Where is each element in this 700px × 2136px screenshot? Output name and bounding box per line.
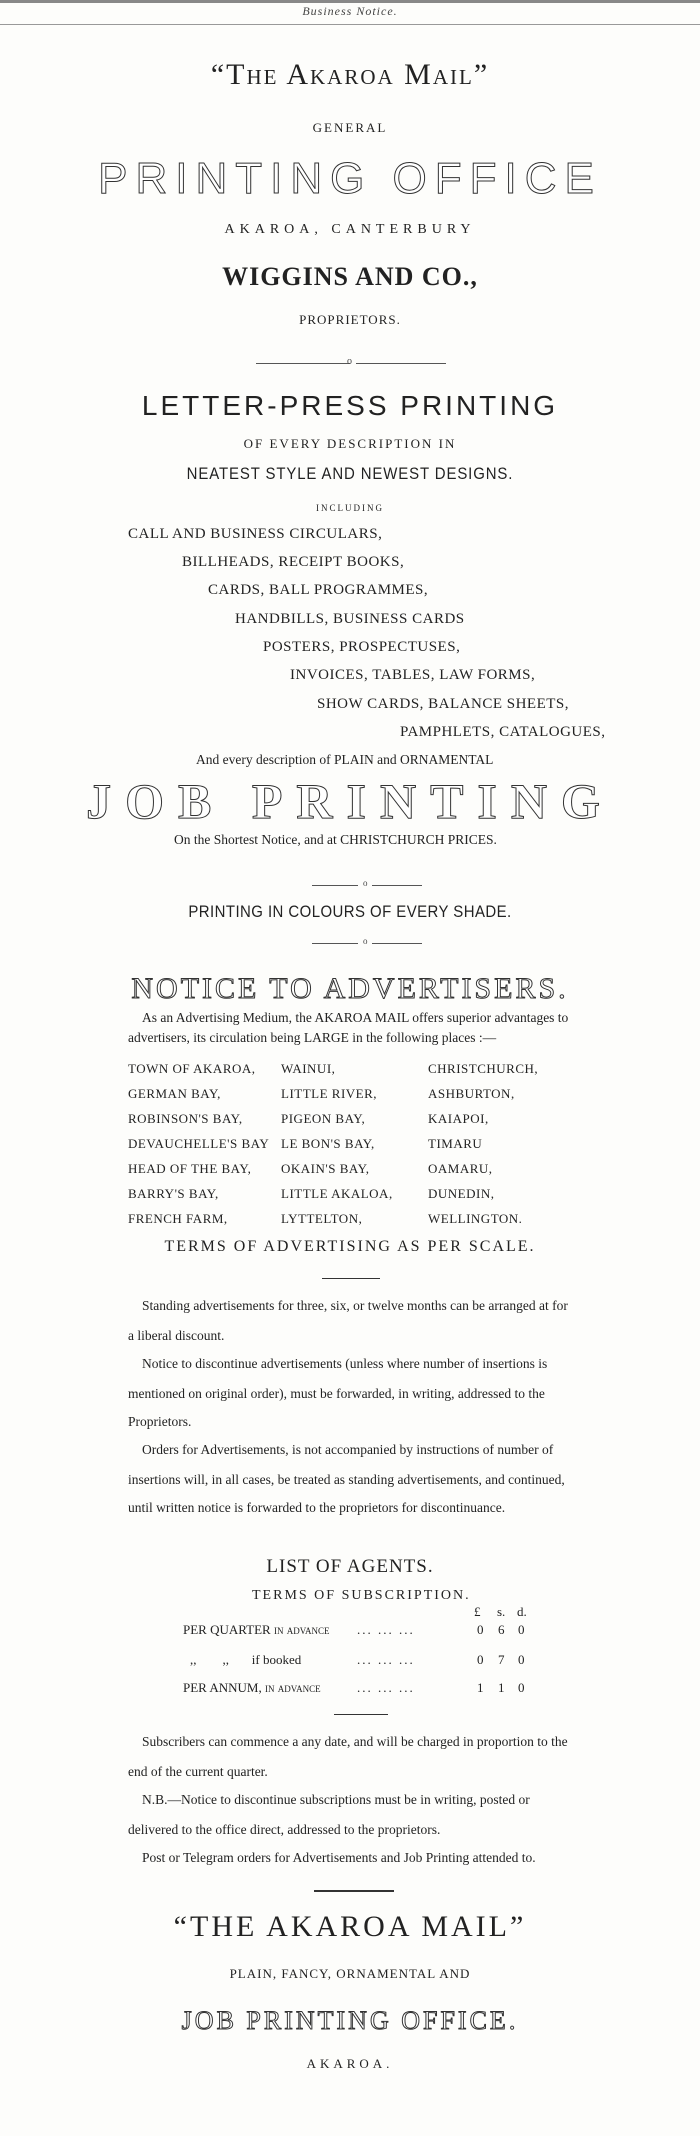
places-column-1 bbox=[128, 1056, 269, 1231]
list-item: CALL AND BUSINESS CIRCULARS, bbox=[128, 526, 383, 542]
price-shillings: 6 bbox=[498, 1622, 505, 1637]
printing-office-heading: PRINTING OFFICE bbox=[98, 154, 602, 203]
footer-akaroa: AKAROA. bbox=[306, 2056, 394, 2071]
currency-shillings: s. bbox=[497, 1604, 506, 1619]
paper-name-title: “The Akaroa Mail” bbox=[210, 58, 490, 91]
footer-paper-name: “THE AKAROA MAIL” bbox=[173, 1910, 527, 1943]
place-name: KAIAPOI, bbox=[428, 1111, 489, 1126]
price-pence: 0 bbox=[518, 1652, 525, 1667]
post-telegram-line: Post or Telegram orders for Advertisements and Job Printing attended to. bbox=[142, 1850, 536, 1865]
general-label: GENERAL bbox=[312, 120, 388, 135]
neatest-style-line: NEATEST STYLE AND NEWEST DESIGNS. bbox=[186, 464, 514, 483]
agents-heading: LIST OF AGENTS. bbox=[266, 1556, 434, 1577]
list-item: CARDS, BALL PROGRAMMES, bbox=[208, 582, 429, 598]
top-thin-rule bbox=[0, 24, 700, 25]
discontinue-line: Notice to discontinue advertisements (unless where number of insertions is bbox=[142, 1356, 548, 1371]
price-pence: 0 bbox=[518, 1622, 525, 1637]
places-column-3 bbox=[428, 1056, 538, 1231]
place-name: OKAIN'S BAY, bbox=[281, 1161, 370, 1176]
colours-line: PRINTING IN COLOURS OF EVERY SHADE. bbox=[188, 902, 512, 921]
divider-ornament: o bbox=[363, 878, 368, 888]
price-pence: 0 bbox=[518, 1680, 525, 1695]
advertisers-heading: NOTICE TO ADVERTISERS. bbox=[131, 972, 569, 1005]
list-item: BILLHEADS, RECEIPT BOOKS, bbox=[182, 554, 405, 570]
subscription-row-label: ,, ,, if booked bbox=[190, 1652, 302, 1667]
price-shillings: 1 bbox=[498, 1680, 505, 1695]
leader-dots: ... ... ... bbox=[357, 1652, 415, 1667]
place-name: BARRY'S BAY, bbox=[128, 1186, 219, 1201]
nb-line: N.B.—Notice to discontinue subscriptions must be in writing, posted or bbox=[142, 1792, 530, 1807]
letterpress-heading: LETTER-PRESS PRINTING bbox=[141, 390, 559, 421]
ornamental-divider bbox=[312, 885, 358, 886]
standing-ads-line: a liberal discount. bbox=[128, 1328, 225, 1343]
divider-ornament: o bbox=[347, 356, 352, 367]
ornamental-divider bbox=[356, 363, 446, 364]
list-item: INVOICES, TABLES, LAW FORMS, bbox=[290, 667, 536, 683]
terms-of-advertising: TERMS OF ADVERTISING AS PER SCALE. bbox=[164, 1238, 536, 1255]
places-column-2 bbox=[281, 1056, 393, 1231]
place-name: HEAD OF THE BAY, bbox=[128, 1161, 252, 1176]
place-name: WAINUI, bbox=[281, 1061, 336, 1076]
place-name: PIGEON BAY, bbox=[281, 1111, 366, 1126]
currency-pence: d. bbox=[517, 1604, 527, 1619]
advertisers-intro-line: As an Advertising Medium, the AKAROA MAIL offers superior advantages to bbox=[142, 1010, 569, 1025]
place-name: TOWN OF AKAROA, bbox=[128, 1061, 256, 1076]
footer-rule bbox=[314, 1890, 394, 1892]
leader-dots: ... ... ... bbox=[357, 1622, 415, 1637]
divider-ornament: o bbox=[363, 936, 368, 946]
list-item: HANDBILLS, BUSINESS CARDS bbox=[235, 611, 465, 627]
subscription-heading: TERMS OF SUBSCRIPTION. bbox=[252, 1588, 471, 1603]
ornamental-divider bbox=[256, 363, 350, 364]
running-head: Business Notice. bbox=[302, 4, 398, 18]
location-line: AKAROA, CANTERBURY bbox=[224, 222, 476, 237]
list-item: SHOW CARDS, BALANCE SHEETS, bbox=[317, 696, 569, 712]
of-every-description: OF EVERY DESCRIPTION IN bbox=[243, 436, 457, 451]
advertisers-intro-line: advertisers, its circulation being LARGE in the following places :— bbox=[128, 1030, 497, 1045]
place-name: ASHBURTON, bbox=[428, 1086, 515, 1101]
subscribers-line: end of the current quarter. bbox=[128, 1764, 268, 1779]
plain-fancy-line: PLAIN, FANCY, ORNAMENTAL AND bbox=[229, 1966, 471, 1981]
ornamental-divider bbox=[312, 943, 358, 944]
place-name: WELLINGTON. bbox=[428, 1211, 523, 1226]
place-name: TIMARU bbox=[428, 1136, 483, 1151]
ornamental-divider bbox=[372, 885, 422, 886]
price-pounds: 0 bbox=[477, 1652, 484, 1667]
including-label: INCLUDING bbox=[316, 503, 384, 513]
job-printing-office: JOB PRINTING OFFICE. bbox=[181, 2006, 519, 2035]
place-name: GERMAN BAY, bbox=[128, 1086, 221, 1101]
place-name: LITTLE RIVER, bbox=[281, 1086, 378, 1101]
shortest-notice-line: On the Shortest Notice, and at CHRISTCHURCH PRICES. bbox=[174, 832, 497, 847]
place-name: DUNEDIN, bbox=[428, 1186, 495, 1201]
nb-line: delivered to the office direct, addressed to the proprietors. bbox=[128, 1822, 441, 1837]
and-every-description: And every description of PLAIN and ORNAMENTAL bbox=[196, 752, 494, 767]
subscription-row-label: PER ANNUM, in advance bbox=[183, 1680, 321, 1695]
price-pounds: 0 bbox=[477, 1622, 484, 1637]
place-name: ROBINSON'S BAY, bbox=[128, 1111, 243, 1126]
leader-dots: ... ... ... bbox=[357, 1680, 415, 1695]
short-rule bbox=[334, 1714, 388, 1715]
orders-line: Orders for Advertisements, is not accompanied by instructions of number of bbox=[142, 1442, 554, 1457]
discontinue-line: Proprietors. bbox=[128, 1414, 192, 1429]
subscribers-line: Subscribers can commence a any date, and will be charged in proportion to the bbox=[142, 1734, 568, 1749]
short-rule bbox=[322, 1278, 380, 1279]
standing-ads-line: Standing advertisements for three, six, or twelve months can be arranged at for bbox=[142, 1298, 568, 1313]
place-name: FRENCH FARM, bbox=[128, 1211, 228, 1226]
discontinue-line: mentioned on original order), must be forwarded, in writing, addressed to the bbox=[128, 1386, 545, 1401]
place-name: LITTLE AKALOA, bbox=[281, 1186, 393, 1201]
subscription-row-label: PER QUARTER in advance bbox=[183, 1622, 330, 1637]
place-name: OAMARU, bbox=[428, 1161, 493, 1176]
ornamental-divider bbox=[372, 943, 422, 944]
place-name: LYTTELTON, bbox=[281, 1211, 363, 1226]
orders-line: until written notice is forwarded to the proprietors for discontinuance. bbox=[128, 1500, 506, 1515]
proprietors-label: PROPRIETORS. bbox=[299, 312, 401, 327]
place-name: CHRISTCHURCH, bbox=[428, 1061, 539, 1076]
orders-line: insertions will, in all cases, be treated as standing advertisements, and continued, bbox=[128, 1472, 565, 1487]
price-pounds: 1 bbox=[477, 1680, 484, 1695]
job-printing-heading: JOB PRINTING bbox=[86, 773, 614, 829]
list-item: POSTERS, PROSPECTUSES, bbox=[263, 639, 461, 655]
place-name: LE BON'S BAY, bbox=[281, 1136, 375, 1151]
currency-pounds: £ bbox=[474, 1604, 481, 1619]
price-shillings: 7 bbox=[498, 1652, 505, 1667]
list-item: PAMPHLETS, CATALOGUES, bbox=[400, 724, 606, 740]
place-name: DEVAUCHELLE'S BAY bbox=[128, 1136, 270, 1151]
proprietor-name: WIGGINS AND CO., bbox=[222, 262, 478, 291]
top-border-rule bbox=[0, 0, 700, 3]
